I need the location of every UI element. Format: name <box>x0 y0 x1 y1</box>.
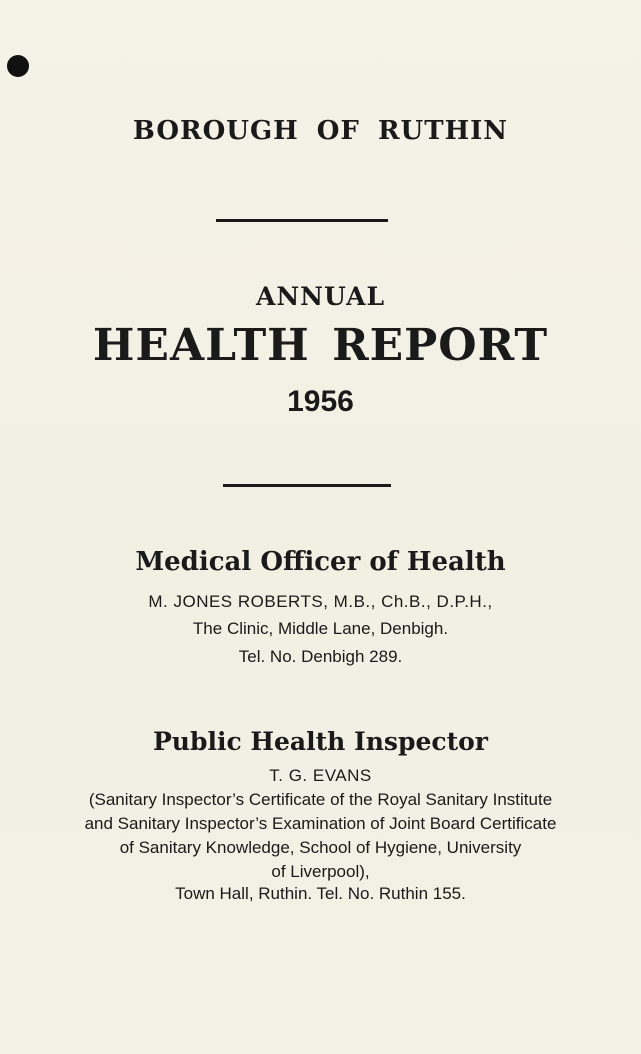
punch-hole <box>7 55 29 77</box>
medical-officer-name: M. JONES ROBERTS, M.B., Ch.B., D.P.H., <box>148 592 493 611</box>
medical-officer-address: The Clinic, Middle Lane, Denbigh. <box>192 619 449 638</box>
report-year: 1956 <box>287 385 354 418</box>
divider-rule-top <box>216 219 388 222</box>
inspector-qualification-line: (Sanitary Inspector’s Certificate of the Royal Sanitary Institute <box>88 790 553 809</box>
divider-rule-bottom <box>223 484 391 487</box>
inspector-qualification-line: of Liverpool), <box>271 862 370 881</box>
inspector-name: T. G. EVANS <box>269 766 372 785</box>
report-title: HEALTH REPORT <box>92 320 549 371</box>
medical-officer-telephone: Tel. No. Denbigh 289. <box>238 647 403 666</box>
inspector-qualification-line: of Sanitary Knowledge, School of Hygiene, University <box>119 838 522 857</box>
inspector-heading: Public Health Inspector <box>153 727 488 756</box>
borough-title: BOROUGH OF RUTHIN <box>132 116 509 146</box>
report-kind: ANNUAL <box>255 282 386 311</box>
inspector-address: Town Hall, Ruthin. Tel. No. Ruthin 155. <box>175 884 466 903</box>
inspector-qualification-line: and Sanitary Inspector’s Examination of Joint Board Certificate <box>84 814 557 833</box>
medical-officer-heading: Medical Officer of Health <box>135 547 506 577</box>
